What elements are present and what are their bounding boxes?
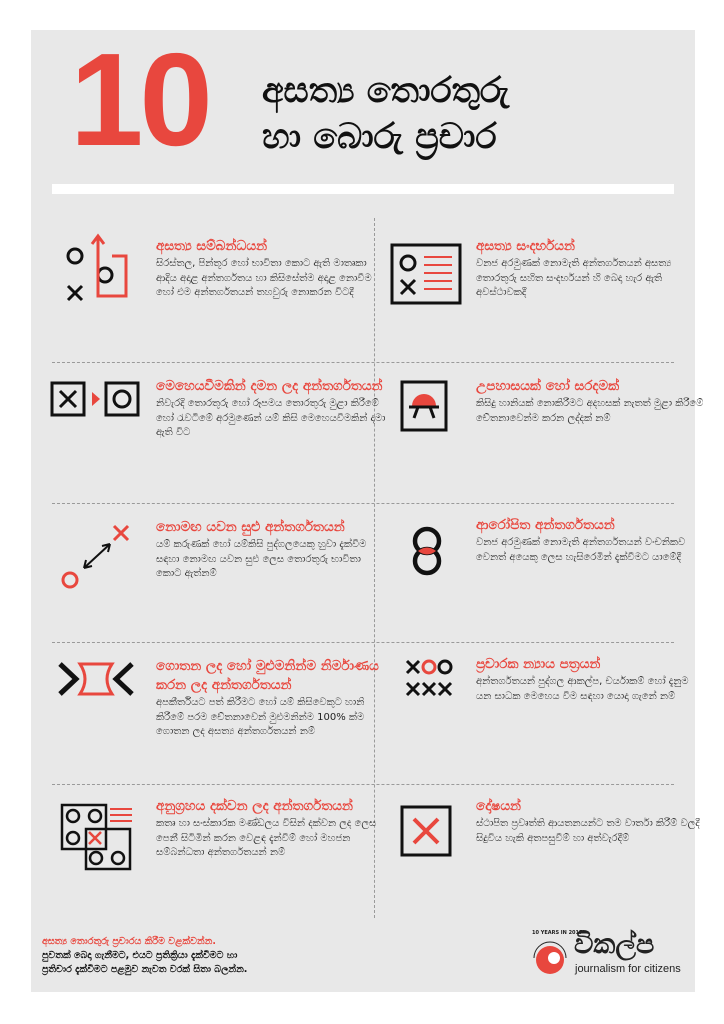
card-body: නිවැරදි තොරතුරු හෝ රූපමය තොරතුරු මුළා කිරීමේ හෝ රැවටීමේ අරමුණෙන් යම් කිසි මෙහෙයවීමකින් දමා ඇති විට	[156, 398, 386, 438]
footer-message	[42, 935, 342, 977]
misleading-content-icon	[60, 522, 136, 592]
card-body: ස්ථාපිත ප්‍රවෘත්ති ආයතනයන්ට තම වාර්තා කිරීම් වලදී සිදුවිය හැකි අතපසුවීම් හා අත්වැරදීම්	[476, 818, 700, 844]
card-error	[476, 797, 706, 846]
logo-tagline: journalism for citizens	[575, 963, 681, 975]
card-misleading-content	[156, 518, 386, 582]
card-false-connection	[156, 237, 386, 301]
anniversary-badge-icon	[528, 936, 572, 980]
badge-text: 10 YEARS IN 2017	[532, 930, 583, 936]
card-title: අනුග්‍රහය දක්වන ලද අන්තර්ගතයන්	[156, 798, 353, 814]
card-satire	[476, 377, 706, 426]
row-divider	[52, 642, 674, 643]
sponsored-content-icon	[60, 803, 136, 871]
manipulated-content-icon	[50, 380, 140, 420]
row-divider	[52, 362, 674, 363]
card-body: අපකීර්තියට පත් කිරීමට හෝ යම් කිසිවෙකුට හානි කිරීමේ පරම චේතනාවෙන් මුළුමනින්ම 100% ක්ම ගොතන ලද අසත්‍ය අන්තර්ගතයන් නම්	[156, 697, 365, 737]
footer-line-3: ප්‍රතිචාර දැක්වීමට පළමුව නැවත වරක් සිතා බලන්න.	[42, 964, 248, 975]
card-imposter-content	[476, 516, 706, 565]
title-line-2: හා බොරු ප්‍රචාර	[262, 117, 497, 157]
card-title: ආරෝපිත අන්තර්ගතයන්	[476, 517, 615, 533]
card-title: ප්‍රචාරක න්‍යාය පත්‍රයන්	[476, 656, 601, 672]
card-title: දෝෂයන්	[476, 798, 521, 814]
card-body: කතෘ හා සංස්කාරක මණ්ඩලය විසින් දක්වන ලද ලෙස පෙනී සිටිමින් කරන වෙළඳ දැන්වීම් හෝ මහජන සම්බන්ධතා අන්තර්ගතයන් නම්	[156, 818, 377, 858]
card-title: නොමඟ යවන සුළු අන්තර්ගතයන්	[156, 519, 345, 535]
card-fabricated-content	[156, 657, 386, 740]
card-manipulated-content	[156, 377, 386, 441]
false-connection-icon	[60, 228, 132, 306]
vikalpa-logo	[528, 928, 688, 984]
row-divider	[52, 503, 674, 504]
card-title: උපහාසයක් හෝ සරදමක්	[476, 378, 620, 394]
card-body: වනජ අරමුණක් නොමැති අන්තර්ගතයන් වංචනිකව වෙනත් අයෙකු ලෙස හැසිරෙමින් දැක්වීමට යාමේදී	[476, 537, 686, 563]
card-body: සිරස්තල, පින්තූර හෝ භාවිතා කොට ඇති මාතෘකා ආදිය අදාළ අන්තර්ගතය හා කිසිසේත්ම අදාළ නොවීම හෝ එම අන්තර්ගතයන් තහවුරු නොකරන විටදී	[156, 258, 372, 298]
row-divider	[52, 784, 674, 785]
page-title	[262, 68, 509, 160]
card-sponsored-content	[156, 797, 386, 861]
title-line-1: අසත්‍ය තොරතුරු	[262, 71, 510, 111]
propaganda-icon	[405, 657, 453, 701]
card-body: අන්තර්ගතයන් පුද්ගල ආකල්ප, චර්යාකම් හෝ දැනුම යන සාධක මෙහෙය වීම සඳහා යොදා ගැනේ නම්	[476, 676, 689, 702]
card-body: යම් කරුණක් හෝ යම්කිසි පුද්ගලයෙකු හුවා දැක්වීම සඳහා නොමඟ යවන සුළු ලෙස තොරතුරු භාවිතා කොට ඇත්නම්	[156, 539, 367, 579]
satire-icon	[400, 380, 448, 432]
card-propaganda	[476, 655, 706, 704]
logo-name: විකල්ප	[574, 929, 655, 960]
header-divider	[52, 184, 674, 194]
card-title: අසත්‍ය සම්බන්ධයන්	[156, 238, 268, 254]
card-false-context	[476, 237, 706, 301]
fabricated-content-icon	[58, 660, 134, 698]
false-context-icon	[390, 243, 462, 305]
card-body: වනජ අරමුණක් නොමැති අන්තර්ගතයන් අසත්‍ය තොරතුරු සහිත සංදර්භයන් හි බෙදා හැර ඇති අවස්ථාවකදී	[476, 258, 672, 298]
imposter-content-icon	[407, 524, 447, 580]
footer-line-1: අසත්‍ය තොරතුරු ප්‍රචාරය කිරීම වළක්වන්න.	[42, 936, 216, 947]
card-title: අසත්‍ය සංදර්භයන්	[476, 238, 575, 254]
card-title: මෙහෙයවීමකින් දමන ලද අන්තර්ගතයන්	[156, 378, 383, 394]
error-icon	[400, 805, 452, 857]
card-body: කිසිදු හානියක් නොකිරීමට අදහසක් නැතත් මුළා කිරීමේ චේතනාවෙන්ම කරන ලද්දක් නම්	[476, 398, 704, 424]
card-title: ගොතන ලද හෝ මුළුමනින්ම නිර්මාණය කරන ලද අන්තර්ගතයන්	[156, 658, 379, 693]
footer-line-2: පුවතක් බෙදා ගැනීමට, එයට ප්‍රතික්‍රියා දැක්වීමට හා	[42, 950, 238, 961]
headline-number: 10	[70, 26, 209, 173]
